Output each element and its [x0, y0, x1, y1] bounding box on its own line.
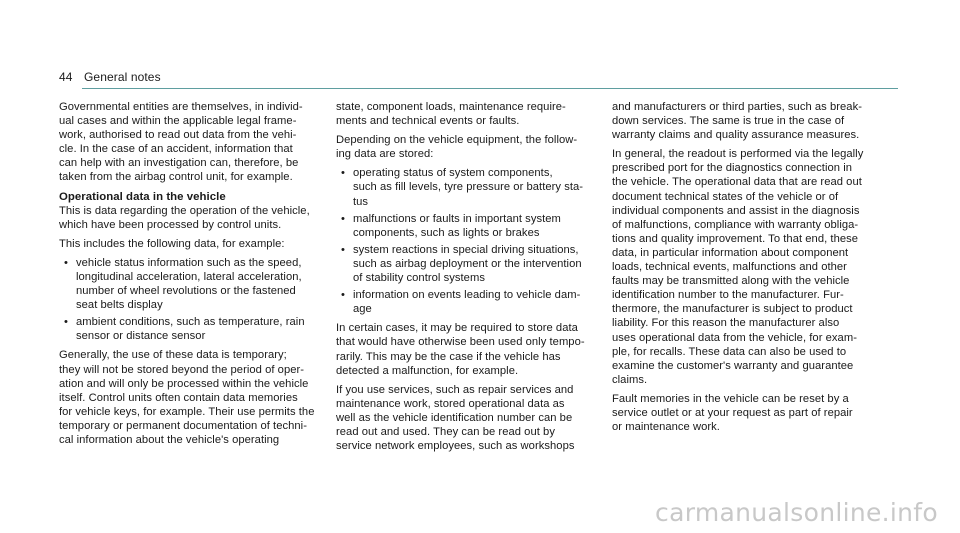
- paragraph: If you use services, such as repair services and maintenance work, stored operational data as well as the vehicle identification number can be read out and used. They can be read out by service network employees, such as workshops: [336, 383, 575, 453]
- column-1: [59, 100, 339, 452]
- list-item: • vehicle status information such as the speed, longitudinal acceleration, lateral acceleration, number of wheel revolutions or the fastened seat belts display: [59, 256, 339, 312]
- paragraph: This is data regarding the operation of the vehicle, which have been processed by control units.: [59, 204, 310, 231]
- bullet-list: [336, 166, 598, 316]
- list-item: • operating status of system components, such as fill levels, tyre pressure or battery sta- tus: [336, 166, 598, 208]
- page-number: 44: [59, 70, 73, 84]
- list-item: • system reactions in special driving situations, such as airbag deployment or the intervention of stability control systems: [336, 243, 598, 285]
- paragraph: state, component loads, maintenance require- ments and technical events or faults.: [336, 101, 566, 128]
- bullet-list: [59, 256, 339, 344]
- page-header: [59, 70, 161, 84]
- paragraph: In certain cases, it may be required to store data that would have otherwise been used only tempo- rarily. This may be the case if the vehicle has detected a malfunction, for example.: [336, 322, 585, 377]
- section-heading: Operational data in the vehicle: [59, 190, 226, 203]
- paragraph: and manufacturers or third parties, such as break- down services. The same is true in the case of warranty claims and quality assurance measures.: [612, 101, 862, 142]
- paragraph: This includes the following data, for example:: [59, 237, 285, 250]
- list-item: • malfunctions or faults in important system components, such as lights or brakes: [336, 212, 598, 240]
- column-3: [612, 100, 884, 439]
- paragraph: Generally, the use of these data is temporary; they will not be stored beyond the period of oper- ation and will only be processed within the vehicle itself. Control units often contain data memories for vehicle keys, for example. Their use permits the temporary or permanent documentation of techni- cal information about the vehicle's operating: [59, 349, 315, 446]
- paragraph: Fault memories in the vehicle can be reset by a service outlet or at your request as part of repair or maintenance work.: [612, 392, 853, 434]
- section-title: General notes: [84, 70, 161, 84]
- list-item: • ambient conditions, such as temperature, rain sensor or distance sensor: [59, 315, 339, 343]
- paragraph: Depending on the vehicle equipment, the follow- ing data are stored:: [336, 134, 578, 161]
- column-2: [336, 100, 598, 458]
- paragraph: Governmental entities are themselves, in individ- ual cases and within the applicable legal frame- work, authorised to read out data from the vehi- cle. In the case of an accident, information that can help with an investigation can, therefore, be taken from the airbag control unit, for example.: [59, 101, 303, 184]
- watermark: carmanualsonline.info: [655, 498, 938, 527]
- list-item: • information on events leading to vehicle dam- age: [336, 288, 598, 316]
- paragraph: In general, the readout is performed via the legally prescribed port for the diagnostics connection in the vehicle. The operational data that are read out document technical states of the vehicle or of individual components and assist in the diagnosis of malfunctions, compliance with warranty obliga- tions and quality improvement. To that end, these data, in particular information about component loads, technical events, malfunctions and other faults may be transmitted along with the vehicle identification number to the manufacturer. Fur- thermore, the manufacturer is subject to product liability. For this reason the manufacturer also uses operational data from the vehicle, for exam- ple, for recalls. These data can also be used to examine the customer's warranty and guarantee claims.: [612, 148, 864, 386]
- header-rule: [82, 88, 898, 89]
